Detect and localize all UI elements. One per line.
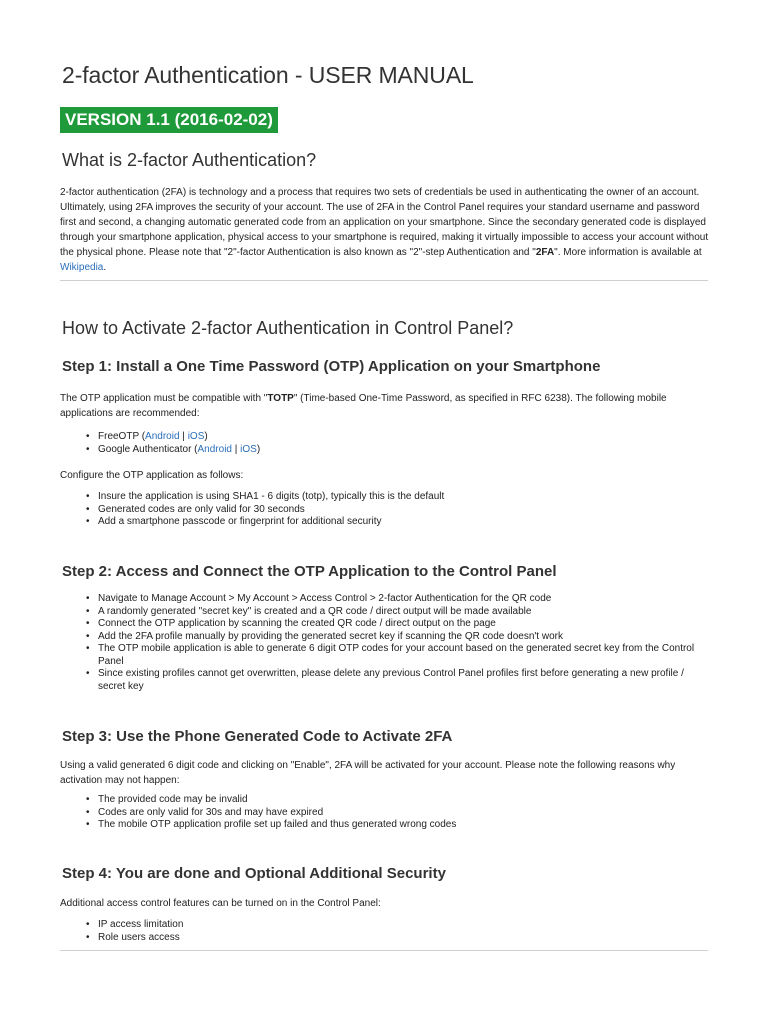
freeotp-ios-link[interactable]: iOS (187, 431, 205, 442)
list-item: • Codes are only valid for 30s and may have expired (86, 807, 706, 820)
list-item: • Navigate to Manage Account > My Account > Access Control > 2-factor Authentication for the QR code (86, 593, 706, 606)
step3-list (86, 794, 706, 832)
section-heading-how: How to Activate 2-factor Authentication in Control Panel? (62, 318, 514, 338)
step1-heading: Step 1: Install a One Time Password (OTP) Application on your Smartphone (62, 358, 601, 375)
step3-intro: Using a valid generated 6 digit code and clicking on "Enable", 2FA will be activated for your account. Please note the following reasons why activation may not happen: (60, 760, 676, 786)
list-item: • Role users access (86, 932, 706, 945)
list-item: • Google Authenticator (Android | iOS) (86, 444, 706, 457)
config-list (86, 491, 706, 529)
section-heading-what: What is 2-factor Authentication? (62, 150, 317, 170)
step2-heading: Step 2: Access and Connect the OTP Application to the Control Panel (62, 563, 557, 580)
list-item: • Add a smartphone passcode or fingerprint for additional security (86, 516, 706, 529)
step4-intro: Additional access control features can be turned on in the Control Panel: (60, 898, 381, 909)
list-item: • Insure the application is using SHA1 - 6 digits (totp), typically this is the default (86, 491, 706, 504)
list-item: • Generated codes are only valid for 30 seconds (86, 504, 706, 517)
step1-intro: The OTP application must be compatible with "TOTP" (Time-based One-Time Password, as specified in RFC 6238). The following mobile applications are recommended: (60, 393, 667, 419)
list-item: • Connect the OTP application by scanning the created QR code / direct output on the page (86, 618, 706, 631)
divider (60, 950, 708, 951)
otp-apps-list (86, 431, 706, 456)
list-item: • FreeOTP (Android | iOS) (86, 431, 706, 444)
list-item: • IP access limitation (86, 919, 706, 932)
list-item: • Since existing profiles cannot get overwritten, please delete any previous Control Panel profiles first before generating a new profile / secret key (86, 668, 706, 693)
google-authenticator-android-link[interactable]: Android (197, 443, 232, 455)
configure-intro: Configure the OTP application as follows: (60, 470, 244, 481)
list-item: • The OTP mobile application is able to generate 6 digit OTP codes for your account based on the generated secret key from the Control Panel (86, 643, 706, 668)
step4-list (86, 919, 706, 944)
list-item: • The mobile OTP application profile set up failed and thus generated wrong codes (86, 819, 706, 832)
wikipedia-link[interactable]: Wikipedia (60, 262, 104, 273)
step4-heading: Step 4: You are done and Optional Additional Security (62, 865, 446, 882)
freeotp-android-link[interactable]: Android (145, 431, 180, 442)
step3-heading: Step 3: Use the Phone Generated Code to Activate 2FA (62, 728, 453, 745)
list-item: • A randomly generated "secret key" is created and a QR code / direct output will be made available (86, 606, 706, 619)
list-item: • Add the 2FA profile manually by providing the generated secret key if scanning the QR code doesn't work (86, 631, 706, 644)
version-badge: VERSION 1.1 (2016-02-02) (60, 107, 278, 133)
step2-list (86, 593, 706, 693)
google-authenticator-ios-link[interactable]: iOS (240, 443, 257, 455)
what-paragraph: 2-factor authentication (2FA) is technology and a process that requires two sets of credentials be used in authenticating the owner of an account. Ultimately, using 2FA improves the security of your account. The use of 2FA in the Control Panel requires your standard username and password first and second, a changing automatic generated code from an application on your smartphone. Since the secondary generated code is displayed through your smartphone application, physical access to your smartphone is required, making it virtually impossible to access your account without the physical phone. Please note that "2"-factor Authentication is also known as "2"-step Authentication and "2FA". More information is available at Wikipedia. (60, 187, 709, 273)
list-item: • The provided code may be invalid (86, 794, 706, 807)
page-title: 2-factor Authentication - USER MANUAL (62, 62, 474, 88)
divider (60, 280, 708, 281)
